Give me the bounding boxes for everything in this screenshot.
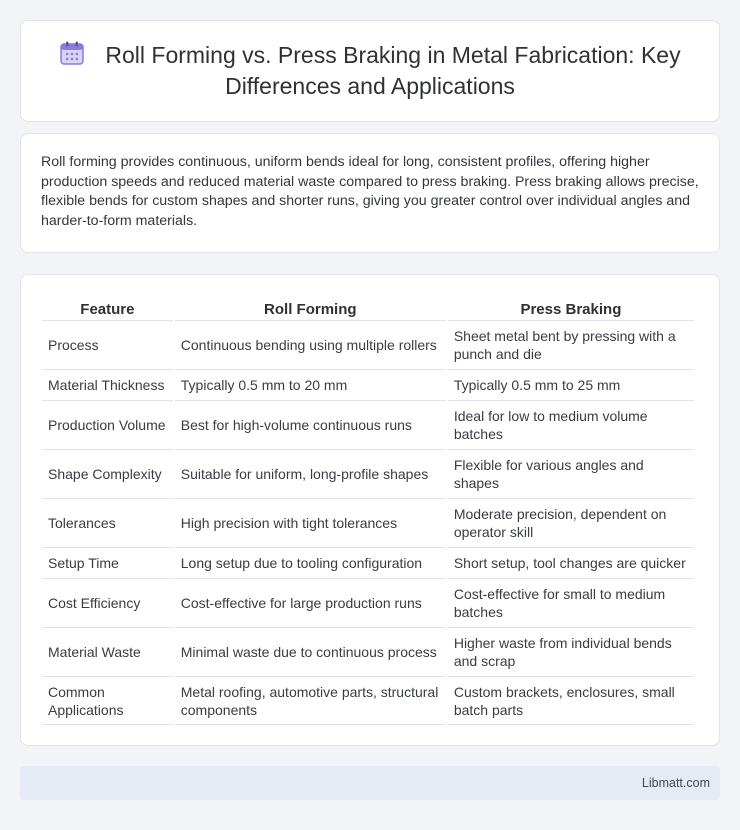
row-press-braking: Higher waste from individual bends and scrap (448, 627, 694, 676)
row-roll-forming: Metal roofing, automotive parts, structural components (175, 676, 446, 725)
footer (20, 766, 720, 800)
row-press-braking: Moderate precision, dependent on operator skill (448, 498, 694, 547)
row-roll-forming: Continuous bending using multiple rollers (175, 320, 446, 369)
row-feature: Common Applications (42, 676, 173, 725)
table-row (42, 578, 694, 627)
table-row (42, 400, 694, 449)
row-roll-forming: High precision with tight tolerances (175, 498, 446, 547)
row-feature: Process (42, 320, 173, 369)
row-feature: Material Thickness (42, 369, 173, 400)
header-feature: Feature (80, 301, 135, 318)
calendar-icon (59, 40, 85, 66)
row-roll-forming: Suitable for uniform, long-profile shapes (175, 449, 446, 498)
row-roll-forming: Long setup due to tooling configuration (175, 547, 446, 578)
row-feature: Shape Complexity (42, 449, 173, 498)
table-row (42, 369, 694, 400)
row-roll-forming: Cost-effective for large production runs (175, 578, 446, 627)
row-press-braking: Flexible for various angles and shapes (448, 449, 694, 498)
table-row (42, 449, 694, 498)
header-roll-forming: Roll Forming (264, 301, 357, 318)
table-row (42, 320, 694, 369)
row-feature: Tolerances (42, 498, 173, 547)
title-card (20, 20, 720, 122)
row-press-braking: Ideal for low to medium volume batches (448, 400, 694, 449)
row-press-braking: Cost-effective for small to medium batches (448, 578, 694, 627)
comparison-table-card (20, 274, 720, 746)
row-press-braking: Typically 0.5 mm to 25 mm (448, 369, 694, 400)
row-roll-forming: Minimal waste due to continuous process (175, 627, 446, 676)
footer-brand: Libmatt.com (641, 776, 710, 790)
row-press-braking: Sheet metal bent by pressing with a punch and die (448, 320, 694, 369)
table-row (42, 627, 694, 676)
page-title: Roll Forming vs. Press Braking in Metal Fabrication: Key Differences and Applications (105, 42, 681, 99)
row-roll-forming: Typically 0.5 mm to 20 mm (175, 369, 446, 400)
page-title-wrap (45, 40, 695, 102)
intro-card (20, 133, 720, 253)
row-roll-forming: Best for high-volume continuous runs (175, 400, 446, 449)
row-press-braking: Short setup, tool changes are quicker (448, 547, 694, 578)
row-feature: Setup Time (42, 547, 173, 578)
header-press-braking: Press Braking (520, 301, 622, 318)
intro-paragraph: Roll forming provides continuous, uniform bends ideal for long, consistent profiles, offering higher production speeds and reduced material waste compared to press braking. Press braking allows precise, flexible bends for custom shapes and shorter runs, giving you greater control over individual angles and harder-to-form materials. (41, 154, 699, 230)
comparison-table (40, 295, 696, 725)
table-header-row (42, 295, 694, 320)
row-feature: Cost Efficiency (42, 578, 173, 627)
row-feature: Material Waste (42, 627, 173, 676)
row-press-braking: Custom brackets, enclosures, small batch parts (448, 676, 694, 725)
table-row (42, 676, 694, 725)
table-row (42, 547, 694, 578)
table-row (42, 498, 694, 547)
row-feature: Production Volume (42, 400, 173, 449)
